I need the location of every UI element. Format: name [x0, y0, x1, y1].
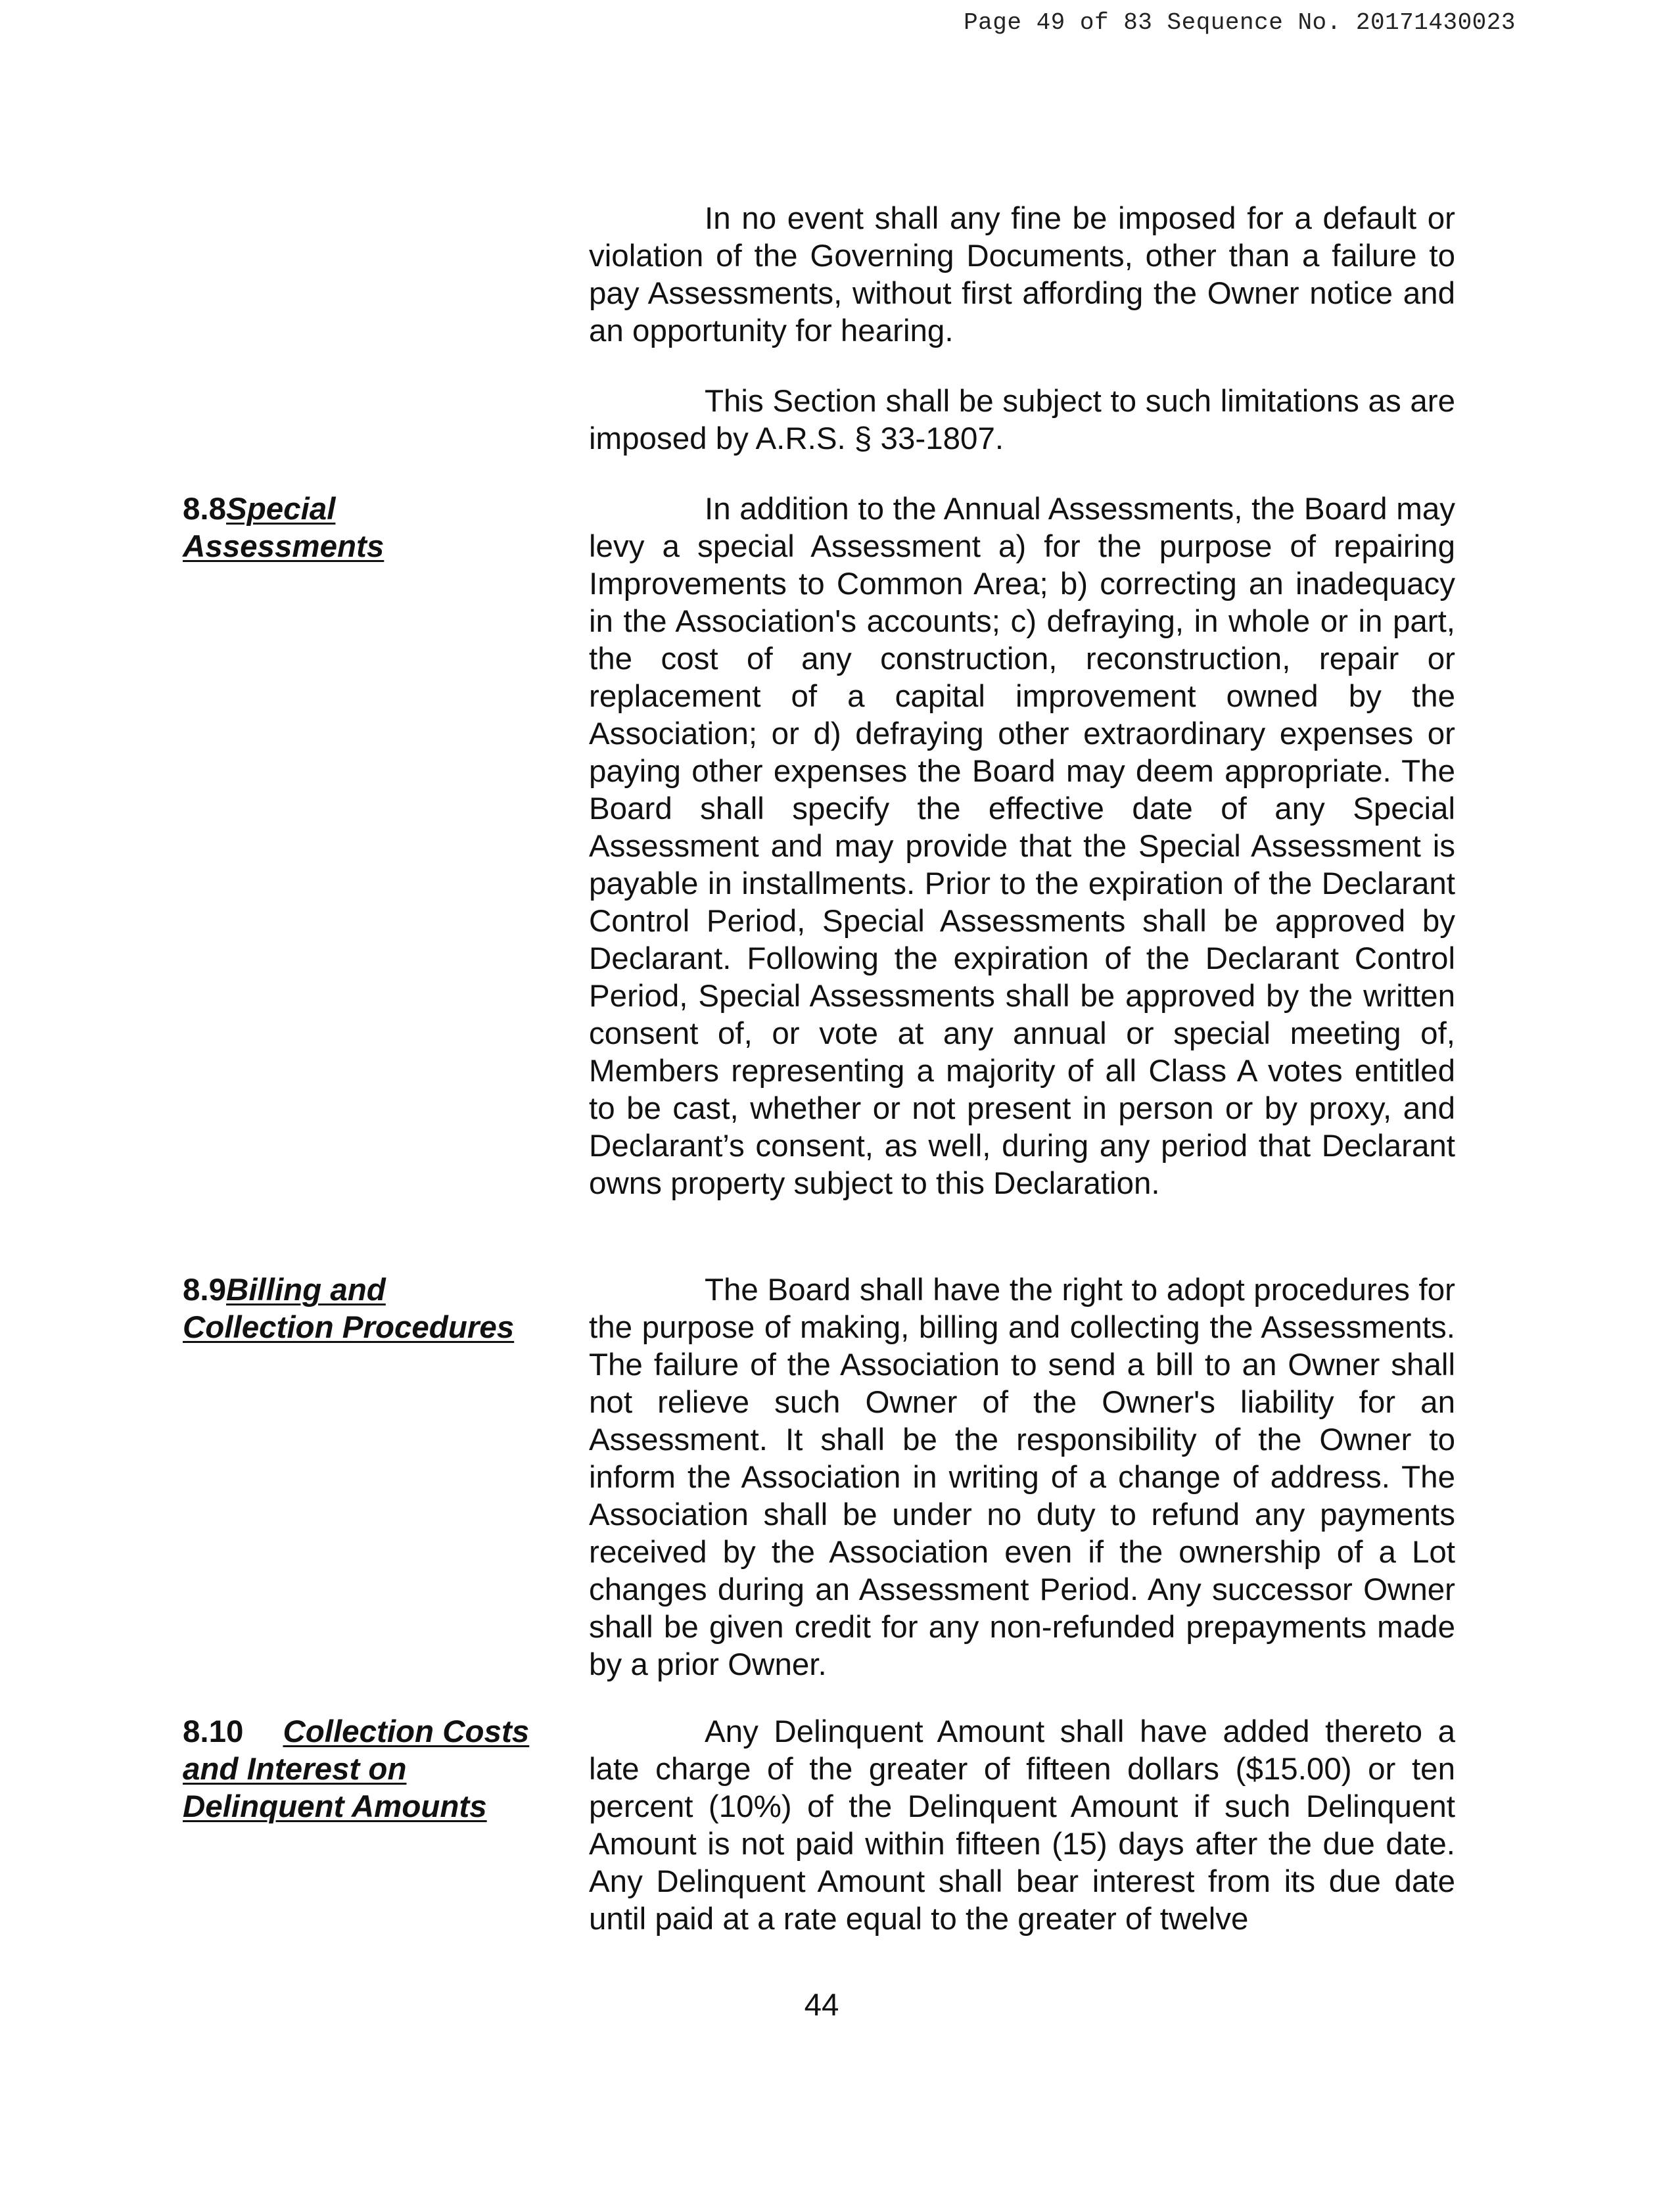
section-8-10-heading: [183, 1713, 551, 1825]
section-8-8-body: [589, 490, 1455, 1202]
section-8-9-number: 8.9: [183, 1273, 227, 1307]
section-8-10-title: Collection Costs and Interest on Delinquent Amounts: [183, 1714, 530, 1824]
ars-limitation-text: This Section shall be subject to such limitations as are imposed by A.R.S. § 33-1807.: [589, 384, 1455, 456]
section-8-10-body: [589, 1713, 1455, 1938]
fine-notice-text: In no event shall any fine be imposed for a default or violation of the Governing Documents, other than a failure to pay Assessments, without first affording the Owner notice and an opportunity for hearing.: [589, 201, 1455, 348]
page-number: 44: [804, 1988, 839, 2023]
section-8-9-heading: [183, 1271, 538, 1346]
section-8-8-heading: [183, 490, 432, 565]
section-8-9-text: The Board shall have the right to adopt procedures for the purpose of making, billing and collecting the Assessments. The failure of the Association to send a bill to an Owner shall not relieve such Owner of the Owner's liability for an Assessment. It shall be the responsibility of the Owner to inform the Association in writing of a change of address. The Association shall be under no duty to refund any payments received by the Association even if the ownership of a Lot changes during an Assessment Period. Any successor Owner shall be given credit for any non-refunded prepayments made by a prior Owner.: [589, 1273, 1455, 1682]
section-8-8-text: In addition to the Annual Assessments, the Board may levy a special Assessment a) for the purpose of repairing Improvements to Common Area; b) correcting an inadequacy in the Association's accounts; c) defraying, in whole or in part, the cost of any construction, reconstruction, repair or replacement of a capital improvement owned by the Association; or d) defraying other extraordinary expenses or paying other expenses the Board may deem appropriate. The Board shall specify the effective date of any Special Assessment and may provide that the Special Assessment is payable in installments. Prior to the expiration of the Declarant Control Period, Special Assessments shall be approved by Declarant. Following the expiration of the Declarant Control Period, Special Assessments shall be approved by the written consent of, or vote at any annual or special meeting of, Members representing a majority of all Class A votes entitled to be cast, whether or not present in person or by proxy, and Declarant’s consent, as well, during any period that Declarant owns property subject to this Declaration.: [589, 492, 1455, 1201]
fine-notice-paragraph: [589, 200, 1455, 350]
section-8-10-text: Any Delinquent Amount shall have added thereto a late charge of the greater of fifteen dollars ($15.00) or ten percent (10%) of the Delinquent Amount if such Delinquent Amount is not paid within fifteen (15) days after the due date. Any Delinquent Amount shall bear interest from its due date until paid at a rate equal to the greater of twelve: [589, 1714, 1455, 1937]
ars-limitation-paragraph: [589, 383, 1455, 458]
page-sequence-header: Page 49 of 83 Sequence No. 20171430023: [964, 9, 1516, 36]
section-8-8-title: Special Assessments: [183, 492, 385, 564]
section-8-10-number: 8.10: [183, 1714, 244, 1749]
section-8-9-title: Billing and Collection Procedures: [183, 1273, 515, 1345]
section-8-9-body: [589, 1271, 1455, 1683]
section-8-8-number: 8.8: [183, 492, 227, 527]
